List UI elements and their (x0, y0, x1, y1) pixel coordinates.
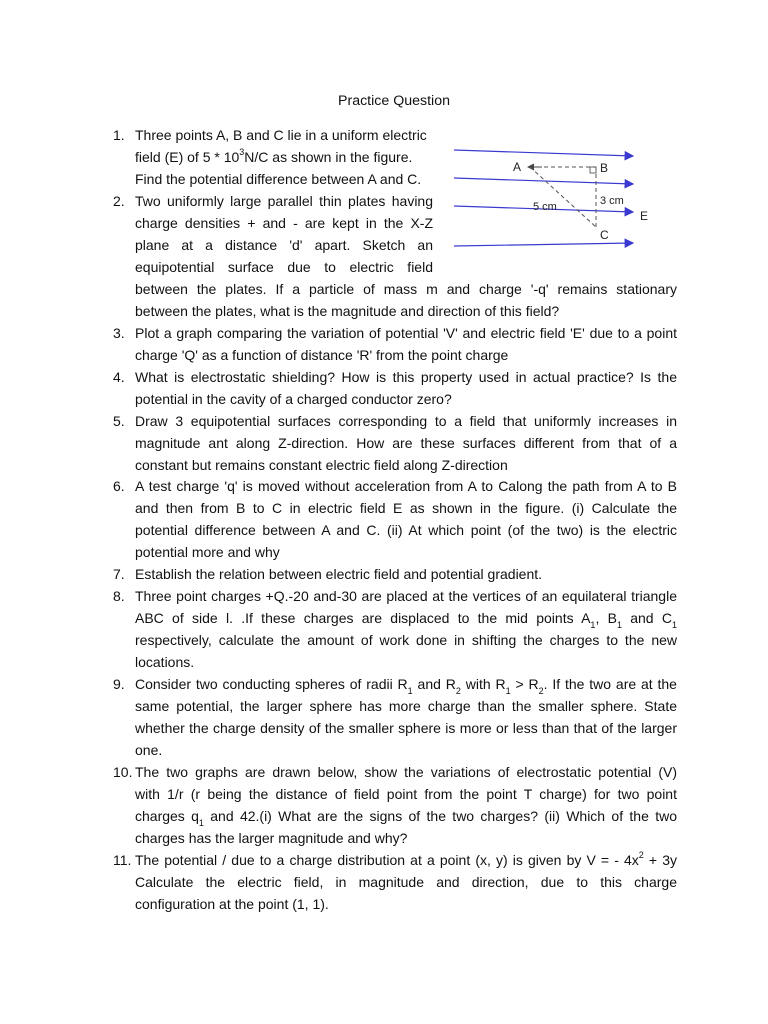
question-line: Consider two conducting spheres of radii $R_1$ and $R_2$ with $R_1 > R_2$. If the two are at the (135, 676, 677, 696)
question-line: magnitude ant along Z-direction. How are these surfaces different from that of a (135, 435, 677, 451)
page-title: Practice Question (338, 93, 450, 109)
question-line: Two uniformly large parallel thin plates having (135, 193, 433, 209)
label-c: C (600, 228, 609, 242)
label-e: E (640, 209, 649, 223)
question-number: 1. (113, 127, 125, 143)
question-number: 10. (113, 764, 133, 780)
question-line: potential difference between A and C. (ii) At which point (of the two) is the electric (135, 522, 677, 538)
question-line: potential in the cavity of a charged conductor zero? (135, 391, 452, 407)
label-bc-distance: 3 cm (600, 195, 624, 207)
question-line: and then from B to C in electric field E as shown in the figure. (i) Calculate the (135, 500, 677, 516)
label-b: B (600, 161, 609, 175)
question-line: between the plates. If a particle of mass m and charge '-q' remains stationary (135, 281, 677, 297)
right-angle-mark (590, 167, 596, 173)
label-a: A (513, 160, 522, 174)
question-line: respectively, calculate the amount of work done in shifting the charges to the new (135, 632, 677, 648)
field-line-4 (454, 243, 633, 246)
question-number: 11. (113, 852, 132, 868)
question-number: 7. (113, 566, 125, 582)
question-line: charges $q_1$ and 42.(i) What are the signs of the two charges? (ii) Which of the two (135, 808, 677, 828)
question-line: Establish the relation between electric field and potential gradient. (135, 566, 543, 582)
question-line: Plot a graph comparing the variation of potential 'V' and electric field 'E' due to a point (135, 325, 677, 341)
question-line: charge 'Q' as a function of distance 'R' from the point charge (135, 347, 509, 363)
question-line: Calculate the electric field, in magnitude and direction, due to this charge (135, 874, 677, 890)
question-line: charge densities + and - are kept in the X-Z (135, 215, 433, 231)
question-line: configuration at the point (1, 1). (135, 896, 329, 912)
field-line-1 (454, 150, 633, 156)
path-a-c (530, 167, 596, 227)
question-line: potential more and why (135, 544, 280, 560)
label-ac-distance: 5 cm (533, 201, 557, 213)
question-line: whether the charge density of the smaller sphere is more or less than that of the larger (135, 720, 677, 736)
question-line: charges has the larger magnitude and why? (135, 830, 408, 846)
question-line: plane at a distance 'd' apart. Sketch an (135, 237, 433, 253)
question-number: 5. (113, 413, 125, 429)
question-line: constant but remains constant electric field along Z-direction (135, 457, 508, 473)
question-line: Three points A, B and C lie in a uniform electric (135, 127, 427, 143)
question-line: one. (135, 742, 163, 758)
question-line: with 1/r (r being the distance of field point from the point T charge) for two point (135, 786, 677, 802)
question-number: 8. (113, 588, 125, 604)
question-line: The potential / due to a charge distribution at a point (x, y) is given by V = - $4x^2 + 3y$ (135, 850, 677, 868)
question-line: The two graphs are drawn below, show the variations of electrostatic potential (V) (135, 764, 677, 780)
question-number: 9. (113, 676, 125, 692)
question-line: between the plates, what is the magnitude and direction of this field? (135, 303, 560, 319)
question-line: field (E) of $5 * 10^3N/C$ as shown in the figure. (135, 147, 413, 165)
question-number: 6. (113, 478, 125, 494)
question-line: locations. (135, 654, 195, 670)
question-line: Draw 3 equipotential surfaces corresponding to a field that uniformly increases in (135, 413, 677, 429)
question-line: A test charge 'q' is moved without acceleration from A to Calong the path from A to B (135, 478, 677, 494)
question-line: What is electrostatic shielding? How is this property used in actual practice? Is the (135, 369, 677, 385)
question-line: equipotential surface due to electric field (135, 259, 433, 275)
question-number: 2. (113, 193, 125, 209)
electric-field-figure (450, 140, 660, 255)
question-number: 4. (113, 369, 125, 385)
question-line: Find the potential difference between A and C. (135, 171, 422, 187)
question-line: same potential, the larger sphere has more charge than the smaller sphere. State (135, 698, 677, 714)
question-number: 3. (113, 325, 125, 341)
question-line: ABC of side l. .If these charges are displaced to the mid points $A_1$, $B_1$ and $C_1$ (135, 610, 677, 630)
question-line: Three point charges +Q.-20 and-30 are placed at the vertices of an equilateral triangle (135, 588, 677, 604)
